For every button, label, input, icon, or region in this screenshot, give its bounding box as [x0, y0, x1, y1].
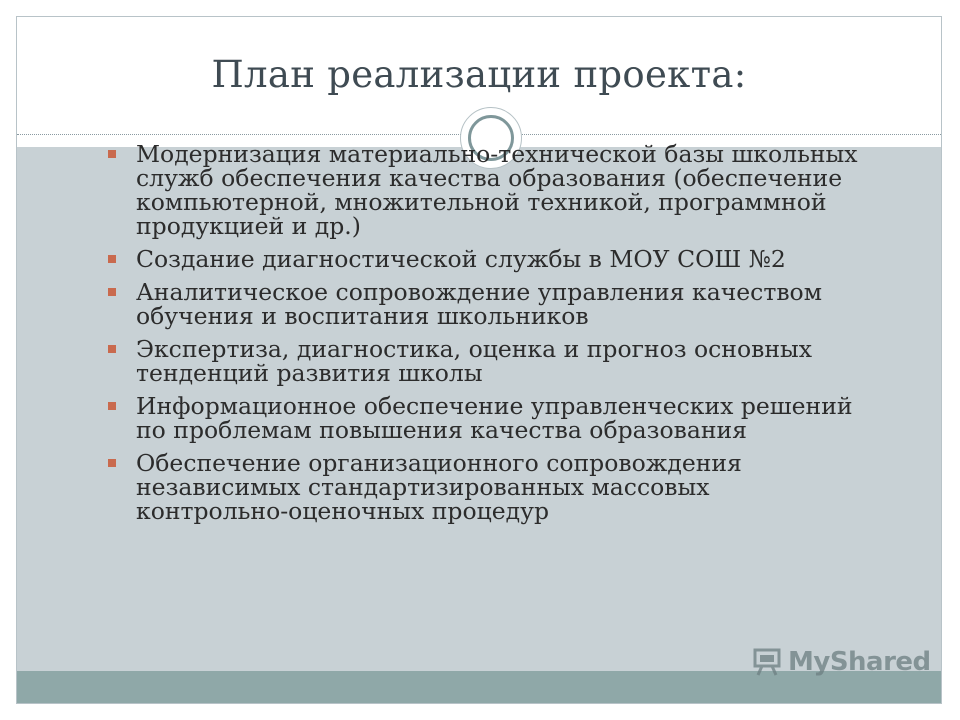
list-item [100, 394, 860, 442]
presentation-board-icon [752, 647, 782, 677]
watermark-logo [752, 640, 932, 684]
square-bullet-icon [108, 402, 116, 410]
square-bullet-icon [108, 459, 116, 467]
list-item-text: Экспертиза, диагностика, оценка и прогноз основных тенденций развития школы [136, 335, 812, 387]
list-item [100, 247, 860, 271]
bullet-list [100, 142, 860, 532]
list-item-text: Модернизация материально-технической базы школьных служб обеспечения качества образования (обеспечение компьютерной, множительной техникой, программной продукцией и др.) [136, 140, 858, 240]
list-item-text: Информационное обеспечение управленческих решений по проблемам повышения качества образования [136, 392, 853, 444]
list-item [100, 337, 860, 385]
slide-title: План реализации проекта: [211, 53, 747, 96]
square-bullet-icon [108, 255, 116, 263]
watermark-text: MyShared [788, 647, 931, 677]
list-item [100, 451, 860, 523]
list-item [100, 280, 860, 328]
list-item-text: Создание диагностической службы в МОУ СОШ №2 [136, 245, 786, 273]
square-bullet-icon [108, 150, 116, 158]
square-bullet-icon [108, 288, 116, 296]
list-item-text: Аналитическое сопровождение управления качеством обучения и воспитания школьников [136, 278, 822, 330]
list-item-text: Обеспечение организационного сопровождения независимых стандартизированных массовых контрольно-оценочных процедур [136, 449, 742, 525]
square-bullet-icon [108, 345, 116, 353]
list-item [100, 142, 860, 238]
